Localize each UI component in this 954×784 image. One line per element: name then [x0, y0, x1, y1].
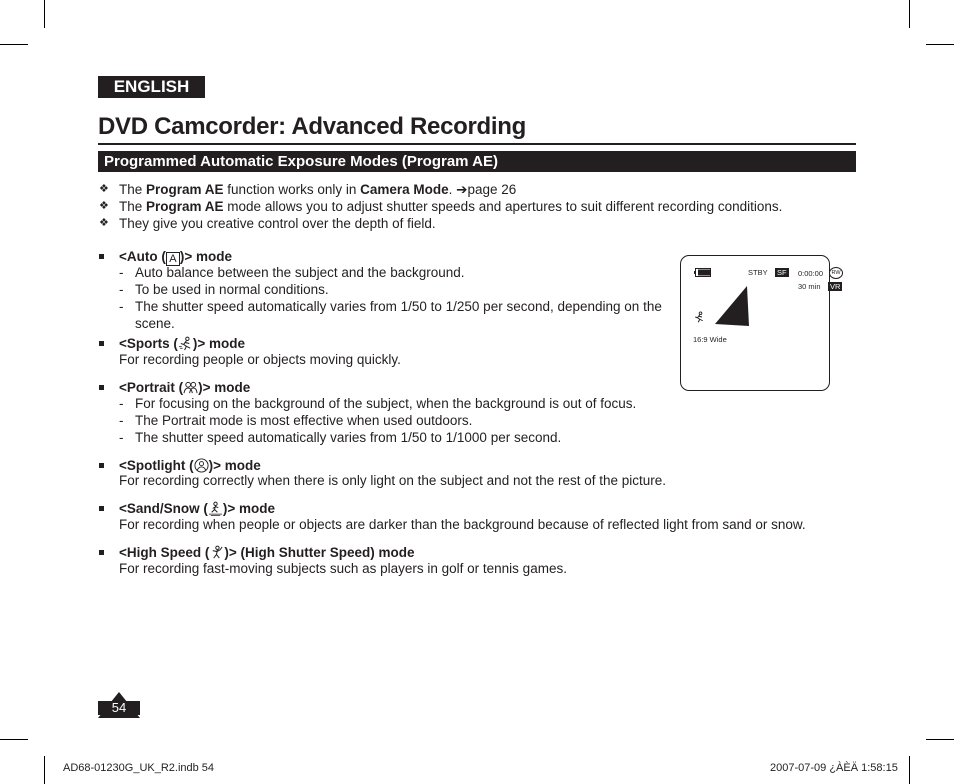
sports-mode-icon: [693, 311, 705, 323]
high-speed-mode-icon: [209, 545, 224, 560]
crop-mark: [44, 756, 45, 784]
portrait-mode-icon: [183, 380, 198, 395]
square-bullet-icon: [99, 463, 104, 468]
spotlight-mode-heading: <Spotlight ( )> mode: [119, 458, 261, 473]
crop-mark: [926, 44, 954, 45]
page-number-tab: [98, 692, 140, 718]
diamond-bullet-icon: ❖: [99, 200, 109, 212]
dash-bullet: -: [119, 413, 124, 428]
crop-mark: [0, 739, 28, 740]
lcd-timecode: 0:00:00: [798, 269, 824, 278]
pointer-triangle-icon: [715, 286, 749, 326]
square-bullet-icon: [99, 385, 104, 390]
spotlight-mode-icon: [194, 458, 209, 473]
diamond-bullet-icon: ❖: [99, 217, 109, 229]
lcd-format-badge: VR: [830, 282, 841, 291]
sand-snow-mode-desc: For recording when people or objects are darker than the background because of reflected light from sand or snow.: [119, 517, 806, 532]
square-bullet-icon: [99, 341, 104, 346]
lcd-quality-badge: SF: [777, 268, 787, 277]
auto-mode-icon: A: [166, 252, 180, 266]
lcd-aspect: 16:9 Wide: [693, 335, 727, 344]
lcd-remaining: 30 min: [798, 282, 821, 291]
auto-mode-item: The shutter speed automatically varies from 1/50 to 1/250 per second, depending on the: [135, 299, 662, 314]
crop-mark: [909, 0, 910, 28]
auto-mode-item: To be used in normal conditions.: [135, 282, 329, 297]
auto-mode-heading: <Auto ( A )> mode: [119, 249, 233, 265]
intro-note: The Program AE function works only in Camera Mode. ➔page 26: [119, 182, 517, 197]
dash-bullet: -: [119, 265, 124, 280]
intro-note: They give you creative control over the depth of field.: [119, 216, 436, 231]
spotlight-mode-desc: For recording correctly when there is only light on the subject and not the rest of the picture.: [119, 473, 667, 488]
language-badge: ENGLISH: [98, 76, 205, 98]
intro-note: The Program AE mode allows you to adjust shutter speeds and apertures to suit different recording conditions.: [119, 199, 783, 214]
lcd-screen-illustration: [680, 255, 841, 391]
square-bullet-icon: [99, 550, 104, 555]
sand-snow-mode-icon: [208, 501, 223, 516]
sports-mode-icon: [178, 336, 193, 351]
crop-mark: [44, 0, 45, 28]
diamond-bullet-icon: ❖: [99, 183, 109, 195]
dash-bullet: -: [119, 430, 124, 445]
page-title: DVD Camcorder: Advanced Recording: [98, 113, 526, 140]
square-bullet-icon: [99, 506, 104, 511]
portrait-mode-item: The Portrait mode is most effective when used outdoors.: [135, 413, 473, 428]
battery-icon: [694, 268, 711, 277]
high-speed-mode-desc: For recording fast-moving subjects such as players in golf or tennis games.: [119, 561, 567, 576]
portrait-mode-heading: <Portrait ( )> mode: [119, 380, 251, 395]
sports-mode-desc: For recording people or objects moving quickly.: [119, 352, 401, 367]
crop-mark: [909, 756, 910, 784]
lcd-disc-icon: RW: [829, 267, 843, 279]
footer-timestamp: 2007-07-09 ¿ÀÈÄ 1:58:15: [770, 762, 898, 774]
lcd-status: STBY: [748, 268, 768, 277]
portrait-mode-item: For focusing on the background of the subject, when the background is out of focus.: [135, 396, 637, 411]
dash-bullet: -: [119, 299, 124, 314]
auto-mode-item: Auto balance between the subject and the background.: [135, 265, 465, 280]
sand-snow-mode-heading: <Sand/Snow ( )> mode: [119, 501, 276, 516]
auto-mode-item: scene.: [135, 316, 175, 331]
dash-bullet: -: [119, 282, 124, 297]
footer-file-info: AD68-01230G_UK_R2.indb 54: [63, 762, 215, 774]
portrait-mode-item: The shutter speed automatically varies from 1/50 to 1/1000 per second.: [135, 430, 562, 445]
sports-mode-heading: <Sports ( )> mode: [119, 336, 246, 351]
high-speed-mode-heading: <High Speed ( )> (High Shutter Speed) mode: [119, 545, 415, 560]
dash-bullet: -: [119, 396, 124, 411]
crop-mark: [0, 44, 28, 45]
page-number: 54: [98, 701, 140, 715]
square-bullet-icon: [99, 254, 104, 259]
section-title: Programmed Automatic Exposure Modes (Program AE): [104, 153, 498, 170]
title-rule: [98, 143, 856, 145]
crop-mark: [926, 739, 954, 740]
